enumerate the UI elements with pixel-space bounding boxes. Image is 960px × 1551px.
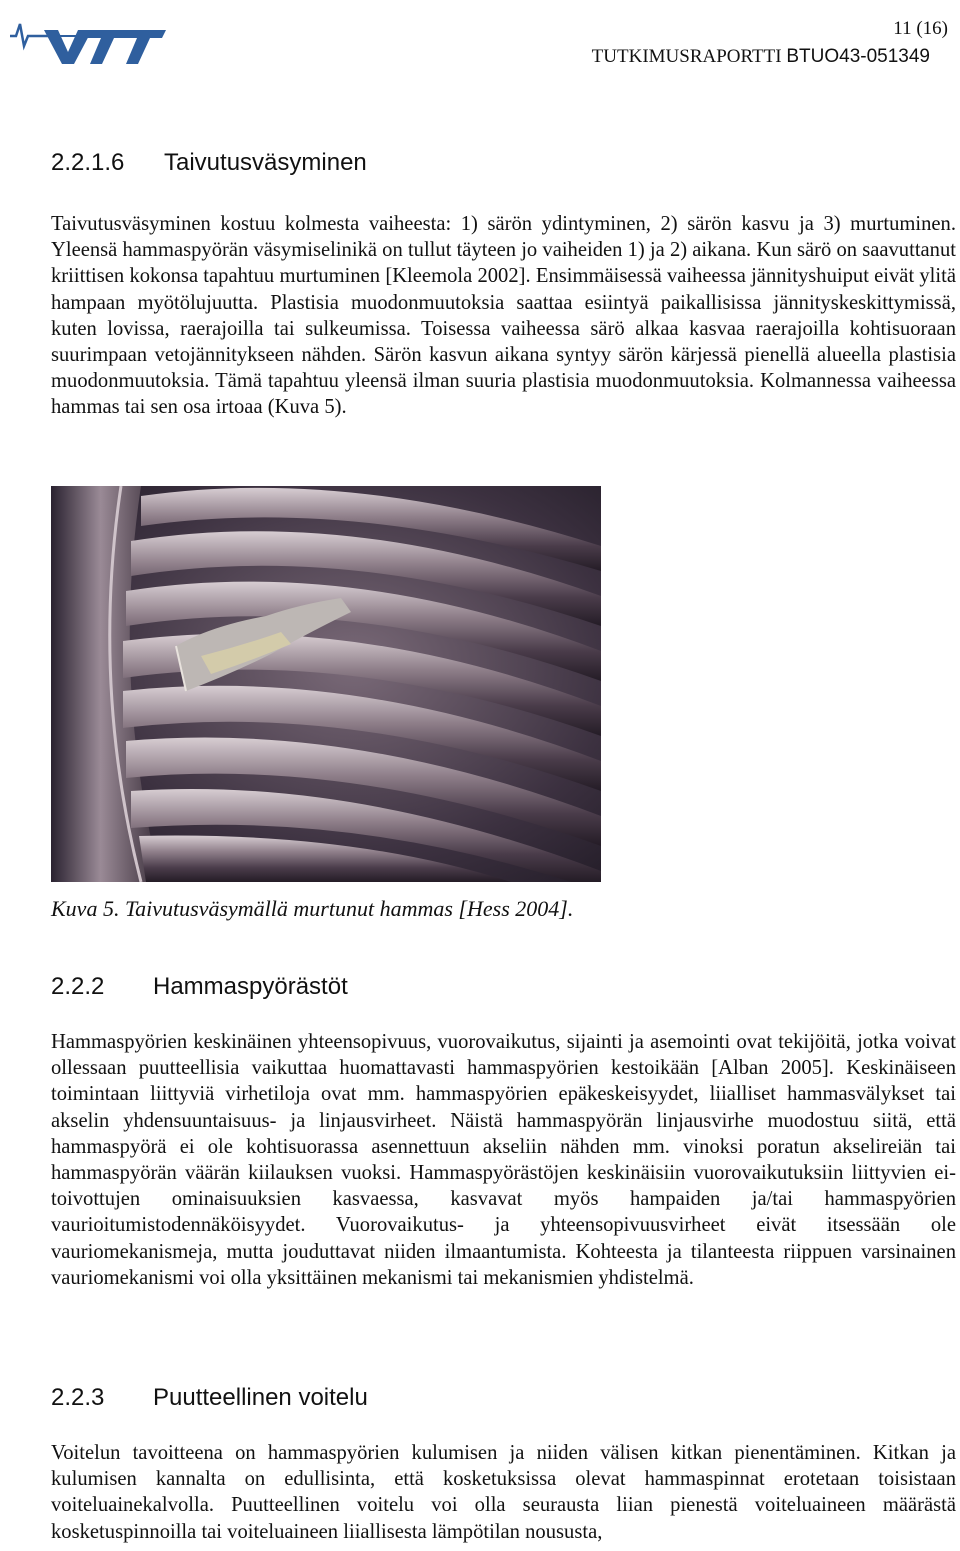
body-paragraph: Voitelun tavoitteena on hammaspyörien kulumisen ja niiden välisen kitkan pienentäminen. Kitkan ja kulumisen kannalta on edullisinta, että kosketuksissa olevat hammaspinnat erotetaan toisistaan voiteluainekalvolla. Puutteellinen voitelu voi olla seurausta liian pienestä voiteluaineen määrästä kosketuspinnoilla tai voiteluaineen liiallisesta lämpötilan noususta, <box>51 1442 956 1543</box>
body-paragraph: Hammaspyörien keskinäinen yhteensopivuus, vuorovaikutus, sijainti ja asemointi ovat tekijöitä, jotka voivat ollessaan puutteellisia vaikuttaa huomattavasti hammaspyörien kestoikään [Alban 2005]. Keskinäiseen toimintaan liittyviä virhetiloja ovat mm. hammaspyörien epäkeskeisyydet, liialliset hammasvälykset tai akselin yhdensuuntaisuus- ja linjausvirheet. Näistä hammaspyörän linjausvirhe muodostuu siitä, että hammaspyörä ei ole kohtisuorassa asennettuun akseliin nähden mm. vinoksi poratun akselireiän tai hammaspyörän väärän kiilauksen vuoksi. Hammaspyörästöjen keskinäisiin vuorovaikutuksiin liittyvien ei-toivottujen ominaisuuksien kasvaessa, kasvavat myös hampaiden ja/tai hammaspyörien vaurioitumistodennäköisyydet. Vuorovaikutus- ja yhteensopivuusvirheet eivät itsessään ole vauriomekanismeja, mutta jouduttavat niiden ilmaantumista. Kohteesta ja tilanteesta riippuen varsinainen vauriomekanismi voi olla yksittäinen mekanismi tai mekanismien yhdistelmä. <box>51 1031 956 1289</box>
section-title: Hammaspyörästöt <box>153 973 348 1000</box>
section-number: 2.2.3 <box>51 1384 105 1411</box>
body-paragraph: Taivutusväsyminen kostuu kolmesta vaiheesta: 1) särön ydintyminen, 2) särön kasvu ja 3) murtuminen. Yleensä hammaspyörän väsymiselinikä on tullut täyteen jo vaiheiden 1) ja 2) aikana. Kun särö on saavuttanut kriittisen kokonsa tapahtuu murtuminen [Kleemola 2002]. Ensimmäisessä vaiheessa jännityshuiput eivät ylitä hampaan myötölujuutta. Plastisia muodonmuutoksia saattaa esiintyä paikallisissa jännityskeskittymissä, kuten lovissa, raerajoilla tai sulkeumissa. Toisessa vaiheessa särö alkaa kasvaa raerajoilla kohtisuoraan suurimpaan vetojännitykseen nähden. Särön kasvun aikana syntyy särön kärjessä pienellä alueella plastisia muodonmuutoksia. Tämä tapahtuu yleensä ilman suuria plastisia muodonmuutoksia. Kolmannessa vaiheessa hammas tai sen osa irtoaa (Kuva 5). <box>51 213 956 419</box>
section-title: Puutteellinen voitelu <box>153 1384 368 1411</box>
section-heading <box>51 973 348 1001</box>
report-code: BTUO43-051349 <box>786 46 930 67</box>
report-label: TUTKIMUSRAPORTTI <box>591 46 782 67</box>
gear-photo <box>51 486 601 882</box>
section-title: Taivutusväsyminen <box>164 149 367 176</box>
section-number: 2.2.1.6 <box>51 149 125 176</box>
vtt-logo-icon <box>6 6 166 66</box>
report-identifier <box>592 46 930 68</box>
figure-caption: Kuva 5. Taivutusväsymällä murtunut hammas [Hess 2004]. <box>51 896 574 921</box>
section-heading <box>51 149 367 177</box>
section-heading <box>51 1384 368 1412</box>
page-number: 11 (16) <box>893 18 948 39</box>
section-number: 2.2.2 <box>51 973 105 1000</box>
